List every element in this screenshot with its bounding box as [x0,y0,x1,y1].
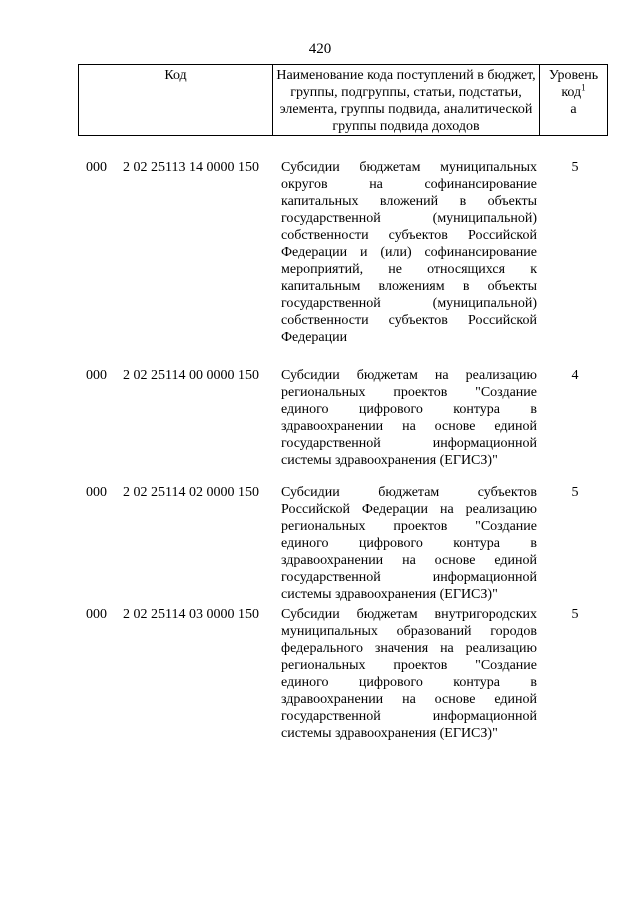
header-level [540,65,607,135]
code-level: 5 [571,607,579,622]
code-level: 5 [571,160,579,175]
header-code: Код [79,65,273,135]
revenue-code: 2 02 25114 02 0000 150 [123,485,259,500]
table-header [78,64,608,136]
admin-code: 000 [86,160,107,175]
header-name: Наименование кода поступлений в бюджет, группы, подгруппы, статьи, подстатьи, элемента, группы подвида, аналитической группы подвида доходов [273,65,540,135]
code-level: 5 [571,485,579,500]
table-body [86,159,606,742]
admin-code: 000 [86,485,107,500]
revenue-code: 2 02 25114 00 0000 150 [123,368,259,383]
revenue-name: Субсидии бюджетам муниципальных округов на софинансирование капитальных вложений в объекты государственной (муниципальной) собственности субъектов Российской Федерации и (или) софинансирование мероприятий, не относящихся к капитальным вложениям в объекты государственной (муниципальной) собственности субъектов Российской Федерации [281,160,537,345]
revenue-name: Субсидии бюджетам на реализацию региональных проектов "Создание единого цифрового контура в здравоохранении на основе единой государственной информационной системы здравоохранения (ЕГИСЗ)" [281,368,537,468]
table-row [86,367,606,484]
code-level: 4 [571,368,579,383]
header-level-text-end: а [570,102,577,117]
revenue-code: 2 02 25113 14 0000 150 [123,160,259,175]
table-row [86,159,606,367]
header-level-text: Уровень код [548,68,599,100]
admin-code: 000 [86,607,107,622]
revenue-code: 2 02 25114 03 0000 150 [123,607,259,622]
page-number: 420 [308,41,332,57]
admin-code: 000 [86,368,107,383]
table-row [86,606,606,742]
table-row [86,484,606,606]
header-level-footnote: 1 [581,82,586,93]
revenue-name: Субсидии бюджетам внутригородских муниципальных образований городов федерального значения на реализацию региональных проектов "Создание единого цифрового контура в здравоохранении на основе единой государственной информационной системы здравоохранения (ЕГИСЗ)" [281,607,537,741]
revenue-name: Субсидии бюджетам субъектов Российской Федерации на реализацию региональных проектов "Создание единого цифрового контура в здравоохранении на основе единой государственной информационной системы здравоохранения (ЕГИСЗ)" [281,485,537,602]
